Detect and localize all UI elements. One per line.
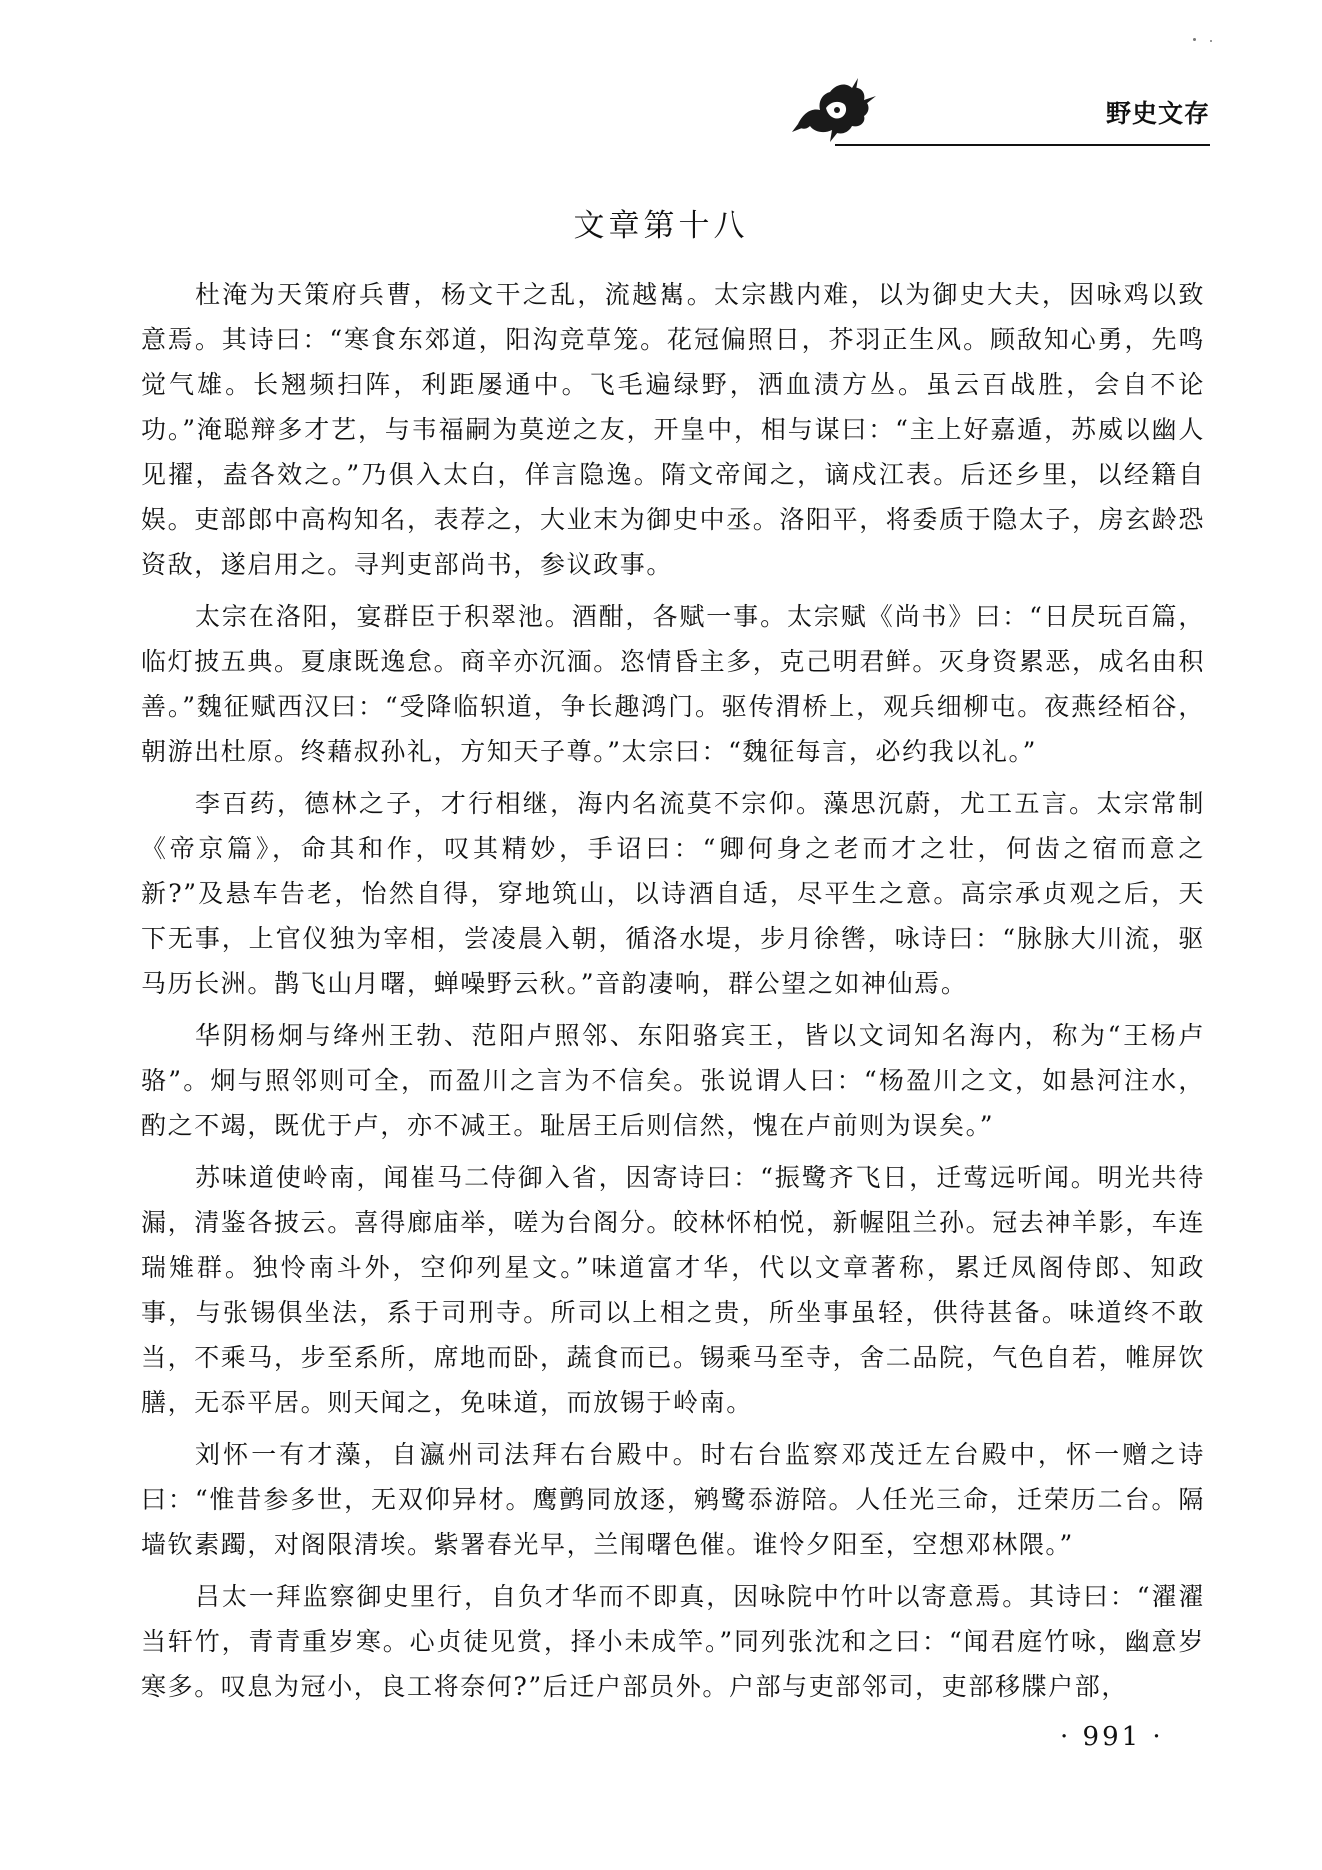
paragraph: 华阴杨炯与绛州王勃、范阳卢照邻、东阳骆宾王，皆以文词知名海内，称为“王杨卢骆”。炯与照邻则可全，而盈川之言为不信矣。张说谓人曰：“杨盈川之文，如悬河注水，酌之不竭，既优于卢，亦不减王。耻居王后则信然，愧在卢前则为误矣。” <box>141 1021 1205 1140</box>
header-title: 野史文存 <box>1105 99 1210 128</box>
running-header <box>790 72 1210 148</box>
header-divider <box>835 144 1210 146</box>
paragraph: 苏味道使岭南，闻崔马二侍御入省，因寄诗曰：“振鹭齐飞日，迁莺远听闻。明光共待漏，清鉴各披云。喜得廊庙举，嗟为台阁分。皎林怀柏悦，新幄阻兰孙。冠去神羊影，车连瑞雉群。独怜南斗外，空仰列星文。”味道富才华，代以文章著称，累迁凤阁侍郎、知政事，与张锡俱坐法，系于司刑寺。所司以上相之贵，所坐事虽轻，供待甚备。味道终不敢当，不乘马，步至系所，席地而卧，蔬食而已。锡乘马至寺，舍二品院，气色自若，帷屏饮膳，无忝平居。则天闻之，免味道，而放锡于岭南。 <box>141 1163 1206 1417</box>
paragraph: 李百药，德林之子，才行相继，海内名流莫不宗仰。藻思沉蔚，尤工五言。太宗常制《帝京篇》，命其和作，叹其精妙，手诏曰：“卿何身之老而才之壮，何齿之宿而意之新?”及悬车告老，怡然自得，穿地筑山，以诗酒自适，尽平生之意。高宗承贞观之后，天下无事，上官仪独为宰相，尝凌晨入朝，循洛水堤，步月徐辔，咏诗曰：“脉脉大川流，驱马历长洲。鹊飞山月曙，蝉噪野云秋。”音韵凄响，群公望之如神仙焉。 <box>141 789 1205 998</box>
chapter-title: 文章第十八 <box>573 208 749 244</box>
paragraph: 杜淹为天策府兵曹，杨文干之乱，流越嶲。太宗戡内难，以为御史大夫，因咏鸡以致意焉。其诗曰：“寒食东郊道，阳沟竞草笼。花冠偏照日，芥羽正生风。顾敌知心勇，先鸣觉气雄。长翘频扫阵，利距屡通中。飞毛遍绿野，洒血渍方丛。虽云百战胜，会自不论功。”淹聪辩多才艺，与韦福嗣为莫逆之友，开皇中，相与谋曰：“主上好嘉遁，苏威以幽人见擢，盍各效之。”乃俱入太白，佯言隐逸。隋文帝闻之，谪戍江表。后还乡里，以经籍自娱。吏部郎中高构知名，表荐之，大业末为御史中丞。洛阳平，将委质于隐太子，房玄龄恐资敌，遂启用之。寻判吏部尚书，参议政事。 <box>141 280 1206 579</box>
dragon-emblem-icon <box>790 72 880 144</box>
scan-speck <box>1193 38 1196 41</box>
paragraph: 吕太一拜监察御史里行，自负才华而不即真，因咏院中竹叶以寄意焉。其诗曰：“濯濯当轩竹，青青重岁寒。心贞徒见赏，择小未成竿。”同列张沈和之曰：“闻君庭竹咏，幽意岁寒多。叹息为冠小，良工将奈何?”后迁户部员外。户部与吏部邻司，吏部移牒户部， <box>141 1582 1205 1701</box>
page-number: · 991 · <box>1060 1722 1164 1752</box>
scan-speck <box>1210 40 1212 42</box>
body-text <box>141 272 1205 1716</box>
paragraph: 刘怀一有才藻，自瀛州司法拜右台殿中。时右台监察邓茂迁左台殿中，怀一赠之诗曰：“惟昔参多世，无双仰异材。鹰鹯同放逐，鹓鹭忝游陪。人任光三命，迁荣历二台。隔墙钦素躅，对阁限清埃。紫署春光早，兰闱曙色催。谁怜夕阳至，空想邓林隈。” <box>141 1440 1205 1559</box>
paragraph: 太宗在洛阳，宴群臣于积翠池。酒酣，各赋一事。太宗赋《尚书》曰：“日昃玩百篇，临灯披五典。夏康既逸怠。商辛亦沉湎。恣情昏主多，克己明君鲜。灭身资累恶，成名由积善。”魏征赋西汉曰：“受降临轵道，争长趣鸿门。驱传渭桥上，观兵细柳屯。夜燕经栢谷，朝游出杜原。终藉叔孙礼，方知天子尊。”太宗曰：“魏征每言，必约我以礼。” <box>141 602 1206 766</box>
